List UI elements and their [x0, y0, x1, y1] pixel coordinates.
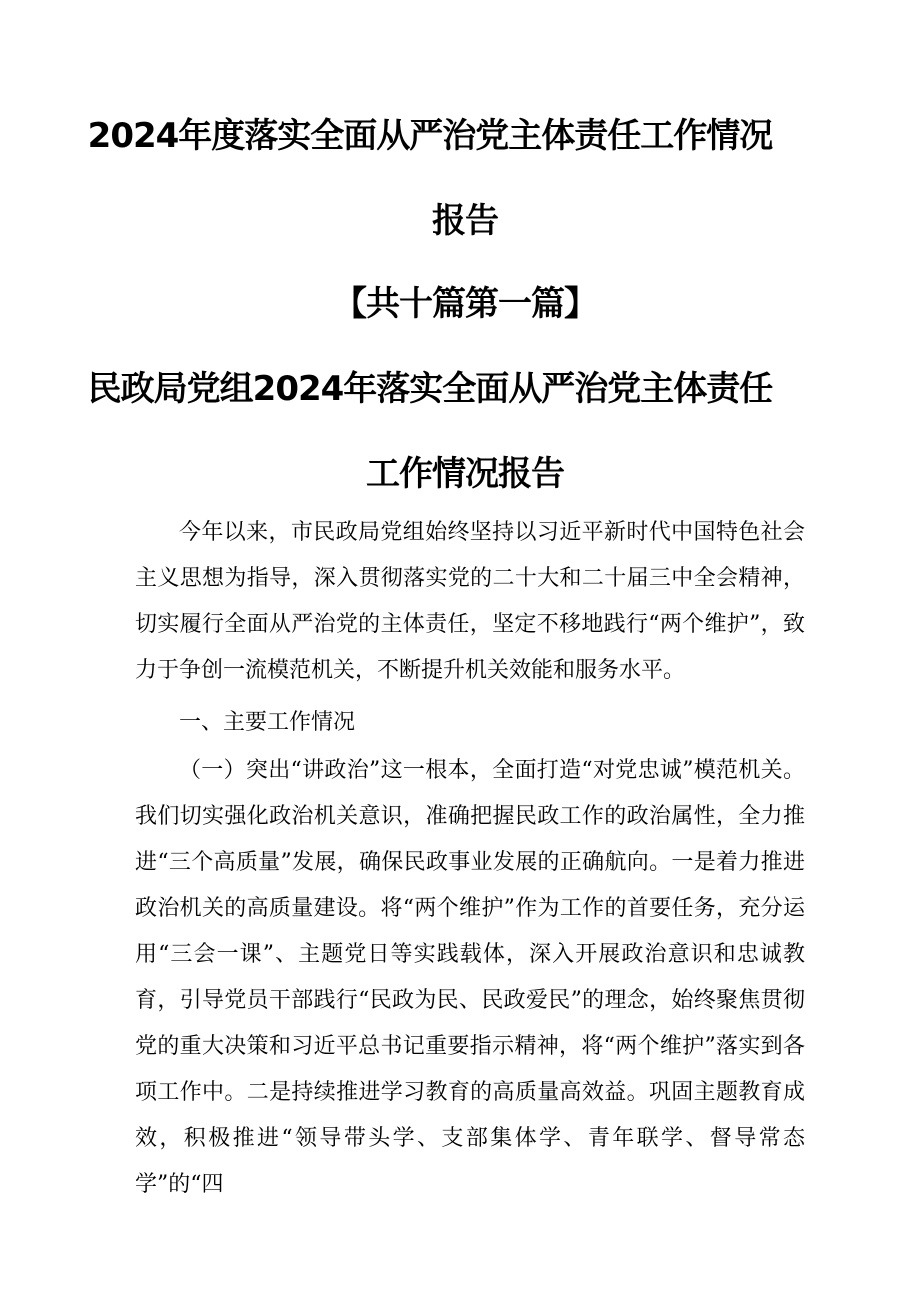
document-subtitle-line-1: 民政局党组2024年落实全面从严治党主体责任: [87, 369, 773, 409]
section-heading: 一、主要工作情况: [179, 710, 356, 735]
section-paragraph: （一）突出“讲政治”这一根本，全面打造“对党忠诚”模范机关。我们切实强化政治机关意识，准确把握民政工作的政治属性，全力推进“三个高质量”发展，确保民政事业发展的正确航向。一是着力推进政治机关的高质量建设。将“两个维护”作为工作的首要任务，充分运用“三会一课”、主题党日等实践载体，深入开展政治意识和忠诚教育，引导党员干部践行“民政为民、民政爱民”的理念，始终聚焦贯彻党的重大决策和习近平总书记重要指示精神，将“两个维护”落实到各项工作中。二是持续推进学习教育的高质量高效益。巩固主题教育成效，积极推进“领导带头学、支部集体学、青年联学、督导常态学”的“四: [135, 758, 805, 1197]
document-title-line-2: 报告: [432, 201, 498, 241]
document-title-line-1: 2024年度落实全面从严治党主体责任工作情况: [87, 116, 773, 156]
series-label: 【共十篇第一篇】: [333, 284, 597, 324]
document-subtitle-line-2: 工作情况报告: [366, 454, 564, 494]
intro-paragraph: 今年以来，市民政局党组始终坚持以习近平新时代中国特色社会主义思想为指导，深入贯彻落实党的二十大和二十届三中全会精神，切实履行全面从严治党的主体责任，坚定不移地践行“两个维护”，致力于争创一流模范机关，不断提升机关效能和服务水平。: [135, 520, 805, 683]
